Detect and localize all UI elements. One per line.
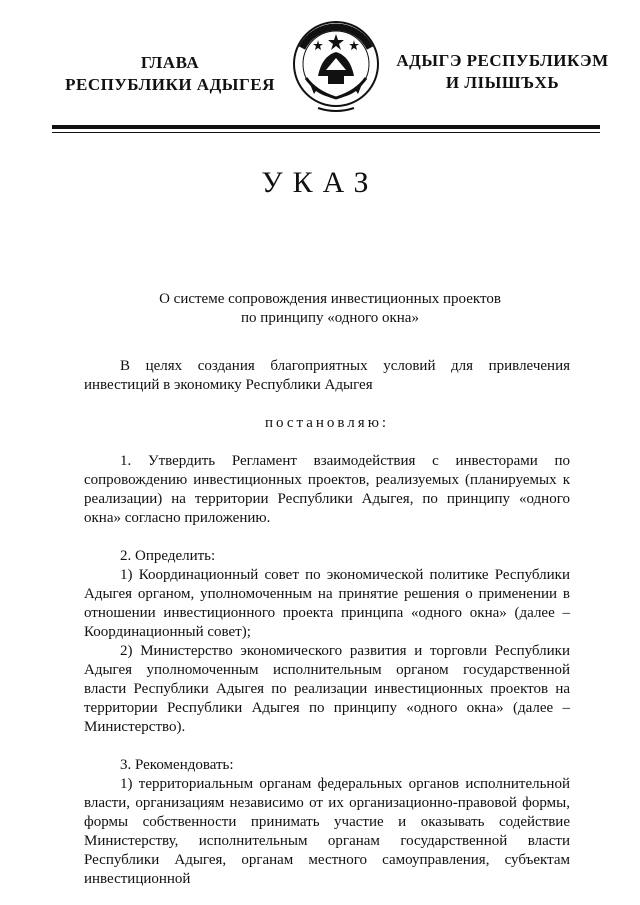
decree-word: постановляю:: [264, 415, 390, 431]
item-2-subitem-2: 2) Министерство экономического развития и торговли Республики Адыгея уполномоченным исполнительным органом государственной власти Республики Адыгея по реализации инвестиционных проектов на территории Республики Адыгея по принципу «одного окна» (далее – Министерство).: [84, 643, 570, 735]
issuer-title-adyghe-line1: АДЫГЭ РЕСПУБЛИКЭМ: [396, 51, 609, 70]
item-1-paragraph: 1. Утвердить Регламент взаимодействия с инвесторами по сопровождению инвестиционных проектов, реализуемых (планируемых к реализации) на территории Республики Адыгея, по принципу «одного окна» согласно приложению.: [84, 453, 570, 526]
coat-of-arms-icon: [288, 18, 384, 118]
document-subject: [120, 290, 540, 328]
item-3-heading: 3. Рекомендовать:: [120, 757, 234, 773]
subject-line1: О системе сопровождения инвестиционных проектов: [159, 291, 501, 307]
header-divider-thick: [52, 125, 600, 129]
issuer-title-adyghe: [395, 50, 610, 94]
issuer-title-line1: ГЛАВА: [140, 53, 200, 72]
item-2-subitem-1: 1) Координационный совет по экономической политике Республики Адыгея органом, уполномоченным на принятие решения о применении в отношении инвестиционного проекта принципа «одного окна» (далее – Координационный совет);: [84, 567, 570, 640]
header-divider-thin: [52, 132, 600, 133]
preamble-paragraph: В целях создания благоприятных условий для привлечения инвестиций в экономику Республики Адыгея: [84, 358, 570, 393]
document-body: [84, 357, 570, 889]
document-type-title: УКАЗ: [261, 166, 379, 199]
issuer-title-adyghe-line2: И ЛІЫШЪХЬ: [445, 73, 560, 92]
subject-line2: по принципу «одного окна»: [241, 310, 419, 326]
issuer-title-russian: [50, 52, 290, 96]
issuer-title-line2: РЕСПУБЛИКИ АДЫГЕЯ: [65, 75, 275, 94]
item-3-subitem-1: 1) территориальным органам федеральных органов исполнительной власти, организациям независимо от их организационно-правовой формы, формы собственности принимать участие и оказывать содействие Министерству, исполнительным органам государственной власти Республики Адыгея, органам местного самоуправления, субъектам инвестиционной: [84, 776, 570, 887]
item-2-heading: 2. Определить:: [120, 548, 216, 564]
